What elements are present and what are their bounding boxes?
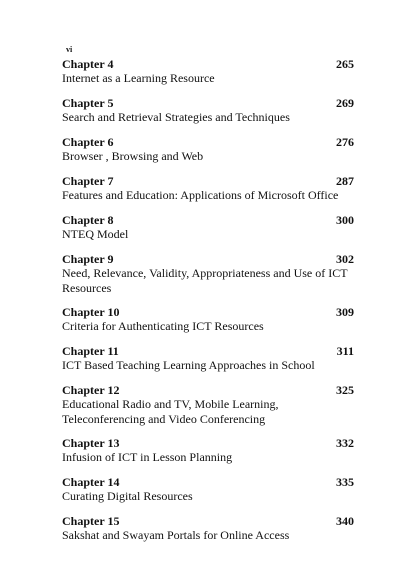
chapter-heading-row <box>62 515 354 528</box>
chapter-label: Chapter 14 <box>62 475 120 489</box>
chapter-page-number: 276 <box>336 135 354 149</box>
toc-entry <box>62 175 354 203</box>
toc-entry <box>62 384 354 427</box>
chapter-heading-row <box>62 476 354 489</box>
page-number: vi <box>66 45 73 54</box>
chapter-label: Chapter 5 <box>62 96 114 110</box>
chapter-heading-row <box>62 345 354 358</box>
chapter-label: Chapter 9 <box>62 252 114 266</box>
chapter-page-number: 332 <box>336 436 354 450</box>
chapter-page-number: 340 <box>336 514 354 528</box>
toc-entry <box>62 515 354 543</box>
toc-entry <box>62 437 354 465</box>
chapter-title: Sakshat and Swayam Portals for Online Access <box>62 528 290 542</box>
chapter-title: Educational Radio and TV, Mobile Learning, Teleconferencing and Video Conferencing <box>62 397 279 426</box>
toc-entry <box>62 345 354 373</box>
chapter-label: Chapter 4 <box>62 57 114 71</box>
chapter-heading-row <box>62 175 354 188</box>
toc-entry <box>62 253 354 296</box>
chapter-title: Internet as a Learning Resource <box>62 71 215 85</box>
chapter-title: Features and Education: Applications of Microsoft Office <box>62 188 339 202</box>
chapter-heading-row <box>62 253 354 266</box>
chapter-label: Chapter 12 <box>62 383 120 397</box>
toc-entry <box>62 214 354 242</box>
chapter-label: Chapter 8 <box>62 213 114 227</box>
chapter-page-number: 287 <box>336 174 354 188</box>
chapter-heading-row <box>62 58 354 71</box>
toc-entry <box>62 58 354 86</box>
chapter-title: Browser , Browsing and Web <box>62 149 204 163</box>
chapter-heading-row <box>62 384 354 397</box>
chapter-label: Chapter 10 <box>62 305 120 319</box>
chapter-title: NTEQ Model <box>62 227 129 241</box>
toc-entry <box>62 476 354 504</box>
chapter-page-number: 325 <box>336 383 354 397</box>
toc-entry <box>62 306 354 334</box>
chapter-heading-row <box>62 214 354 227</box>
chapter-title: Infusion of ICT in Lesson Planning <box>62 450 233 464</box>
chapter-title: Need, Relevance, Validity, Appropriateness and Use of ICT Resources <box>62 266 348 295</box>
chapter-title: ICT Based Teaching Learning Approaches in School <box>62 358 315 372</box>
chapter-page-number: 335 <box>336 475 354 489</box>
chapter-page-number: 302 <box>336 252 354 266</box>
chapter-title: Curating Digital Resources <box>62 489 193 503</box>
chapter-label: Chapter 13 <box>62 436 120 450</box>
chapter-title: Search and Retrieval Strategies and Techniques <box>62 110 290 124</box>
toc-entry <box>62 97 354 125</box>
chapter-page-number: 311 <box>336 344 354 358</box>
chapter-heading-row <box>62 437 354 450</box>
chapter-label: Chapter 11 <box>62 344 119 358</box>
chapter-label: Chapter 7 <box>62 174 114 188</box>
chapter-page-number: 265 <box>336 57 354 71</box>
chapter-title: Criteria for Authenticating ICT Resources <box>62 319 264 333</box>
chapter-page-number: 269 <box>336 96 354 110</box>
chapter-heading-row <box>62 136 354 149</box>
chapter-label: Chapter 15 <box>62 514 120 528</box>
chapter-heading-row <box>62 97 354 110</box>
toc-entry <box>62 136 354 164</box>
chapter-page-number: 309 <box>336 305 354 319</box>
chapter-heading-row <box>62 306 354 319</box>
chapter-page-number: 300 <box>336 213 354 227</box>
chapter-label: Chapter 6 <box>62 135 114 149</box>
